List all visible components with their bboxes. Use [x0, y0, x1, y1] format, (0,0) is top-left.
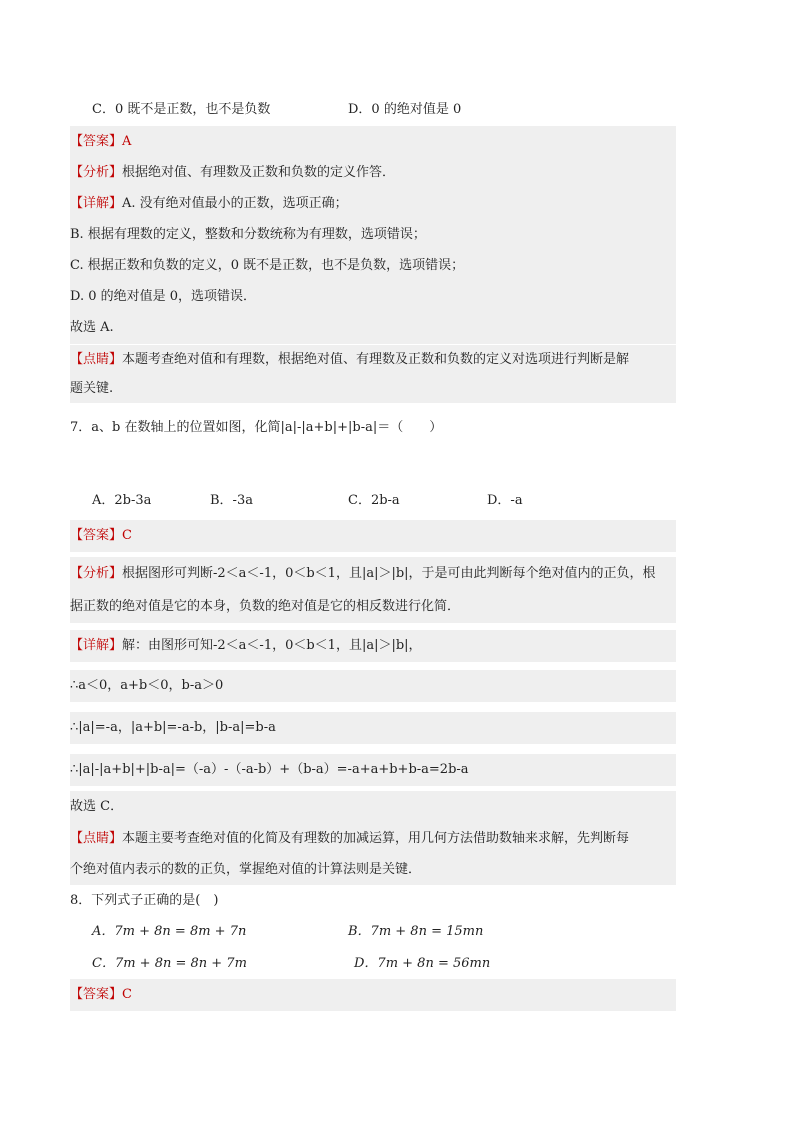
answer-value: C	[122, 987, 132, 1002]
q6-option-d: D．0 的绝对值是 0	[348, 102, 462, 117]
q7-analysis-block	[70, 557, 676, 623]
q6-detail-row-b: B. 根据有理数的定义，整数和分数统称为有理数，选项错误；	[70, 219, 676, 251]
q8-option-d: D．7m + 8n = 56mn	[354, 956, 491, 971]
q8-stem: 8．下列式子正确的是( )	[70, 893, 219, 908]
q7-step-1: ∴a＜0，a+b＜0，b-a＞0	[70, 670, 676, 702]
analysis-tag: 【分析】	[70, 165, 123, 180]
comment-text-2: 题关键.	[70, 381, 114, 396]
analysis-text: 根据绝对值、有理数及正数和负数的定义作答．	[122, 165, 396, 180]
q7-choose-row: 故选 C．	[70, 791, 676, 823]
analysis-text-2: 据正数的绝对值是它的本身，负数的绝对值是它的相反数进行化简．	[70, 599, 461, 614]
detail-tag: 【详解】	[70, 638, 123, 653]
q7-detail-row	[70, 630, 676, 662]
answer-tag: 【答案】	[70, 134, 123, 149]
q6-option-c: C．0 既不是正数，也不是负数	[92, 102, 271, 117]
q7-step-3: ∴|a|-|a+b|+|b-a|=（-a）-（-a-b）+（b-a）=-a+a+b+b-a=2b-a	[70, 754, 676, 786]
analysis-tag: 【分析】	[70, 566, 123, 581]
q7-comment-block	[70, 823, 676, 885]
q6-choose-row: 故选 A.	[70, 312, 676, 344]
q8-option-b: B．7m + 8n = 15mn	[348, 924, 484, 939]
q7-stem: 7．a、b 在数轴上的位置如图，化简|a|-|a+b|+|b-a|＝（ ）	[70, 420, 443, 435]
q8-answer-row	[70, 979, 676, 1011]
q7-answer-row	[70, 520, 676, 552]
answer-value: A	[122, 134, 132, 149]
detail-text: 解：由图形可知-2＜a＜-1，0＜b＜1，且|a|＞|b|，	[122, 638, 422, 653]
answer-tag: 【答案】	[70, 987, 123, 1002]
q6-comment-block	[70, 345, 676, 403]
q6-analysis-row	[70, 157, 676, 189]
q6-detail-row-a	[70, 188, 676, 220]
comment-tag: 【点睛】	[70, 352, 123, 367]
q7-option-c: C．2b-a	[348, 493, 400, 508]
comment-tag: 【点睛】	[70, 831, 123, 846]
q6-answer-row	[70, 126, 676, 158]
q7-option-d: D．-a	[487, 493, 523, 508]
detail-tag: 【详解】	[70, 196, 123, 211]
comment-text-1: 本题主要考查绝对值的化简及有理数的加减运算，用几何方法借助数轴来求解，先判断每	[122, 831, 630, 846]
q6-detail-row-c: C. 根据正数和负数的定义，0 既不是正数，也不是负数，选项错误；	[70, 250, 676, 282]
q6-detail-row-d: D. 0 的绝对值是 0，选项错误．	[70, 281, 676, 313]
answer-tag: 【答案】	[70, 528, 123, 543]
q7-option-b: B．-3a	[210, 493, 253, 508]
comment-text-1: 本题考查绝对值和有理数，根据绝对值、有理数及正数和负数的定义对选项进行判断是解	[122, 352, 630, 367]
q8-option-c: C．7m + 8n = 8n + 7m	[92, 956, 247, 971]
q8-option-a: A．7m + 8n = 8m + 7n	[92, 924, 247, 939]
detail-text: A. 没有绝对值最小的正数，选项正确；	[122, 196, 348, 211]
answer-value: C	[122, 528, 132, 543]
comment-text-2: 个绝对值内表示的数的正负，掌握绝对值的计算法则是关键．	[70, 862, 422, 877]
q7-option-a: A．2b-3a	[92, 493, 152, 508]
analysis-text-1: 根据图形可判断-2＜a＜-1，0＜b＜1，且|a|＞|b|，于是可由此判断每个绝对值内的正负，根	[122, 566, 656, 581]
q7-step-2: ∴|a|=-a，|a+b|=-a-b，|b-a|=b-a	[70, 712, 676, 744]
